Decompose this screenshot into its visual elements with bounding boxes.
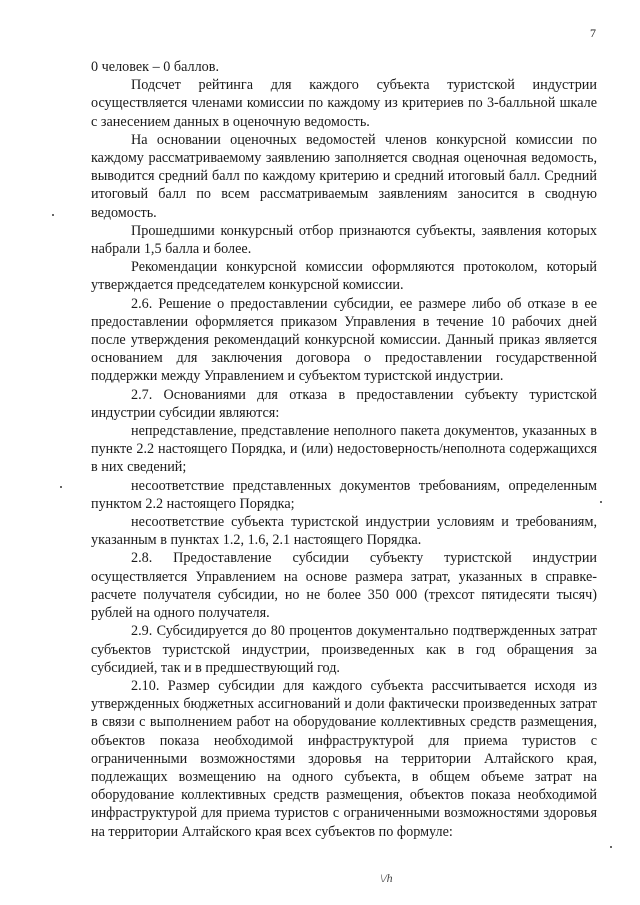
handwritten-mark: \/h: [380, 871, 393, 885]
paragraph-3: Прошедшими конкурсный отбор признаются субъекты, заявления которых набрали 1,5 балла и более.: [91, 222, 597, 258]
paragraph-7: непредставление, представление неполного пакета документов, указанных в пункте 2.2 настоящего Порядка, и (или) недостоверность/неполнота содержащихся в них сведений;: [91, 423, 597, 476]
page-number: 7: [590, 26, 596, 40]
paragraph-5: 2.6. Решение о предоставлении субсидии, ее размере либо об отказе в ее предоставлении оформляется приказом Управления в течение 10 рабочих дней после утверждения рекомендаций конкурсной комиссии. Данный приказ является основанием для заключения договора о предоставлении государственной поддержки между Управлением и субъектом туристской индустрии.: [91, 295, 597, 385]
paragraph-1: Подсчет рейтинга для каждого субъекта туристской индустрии осуществляется членами комиссии по каждому из критериев по 3-балльной шкале с занесением данных в оценочную ведомость.: [91, 77, 597, 130]
scan-speck: [60, 486, 62, 488]
scan-speck: [600, 501, 602, 503]
paragraph-8: несоответствие представленных документов требованиям, определенным пунктом 2.2 настоящего Порядка;: [91, 477, 597, 512]
document-body: [91, 58, 597, 841]
paragraph-12: 2.10. Размер субсидии для каждого субъекта рассчитывается исходя из утвержденных бюджетных ассигнований и доли фактически произведенных затрат в связи с выполнением работ на оборудование коллективных средств размещения, объектов показа необходимой инфраструктурой для приема туристов с ограниченными возможностями здоровья на территории Алтайского края, подлежащих возмещению на одного субъекта, в общем объеме затрат на оборудование коллективных средств размещения, объектов показа необходимой инфраструктурой для приема туристов с ограниченными возможностями здоровья на территории Алтайского края всех субъектов по формуле:: [91, 677, 597, 840]
paragraph-2: На основании оценочных ведомостей членов конкурсной комиссии по каждому рассматриваемому заявлению заполняется сводная оценочная ведомость, выводится средний балл по каждому критерию и средний итоговый балл. Средний итоговый балл по всем рассматриваемым заявлениям заносится в сводную ведомость.: [91, 131, 597, 221]
paragraph-11: 2.9. Субсидируется до 80 процентов документально подтвержденных затрат субъектов туристской индустрии, произведенных как в год обращения за субсидией, так и в предшествующий год.: [91, 623, 597, 676]
paragraph-9: несоответствие субъекта туристской индустрии условиям и требованиям, указанным в пунктах 1.2, 1.6, 2.1 настоящего Порядка.: [91, 514, 597, 549]
scan-speck: [610, 846, 612, 848]
paragraph-6: 2.7. Основаниями для отказа в предоставлении субъекту туристской индустрии субсидии являются:: [91, 386, 597, 421]
scan-speck: [52, 214, 54, 216]
paragraph-0: 0 человек – 0 баллов.: [91, 59, 220, 75]
paragraph-10: 2.8. Предоставление субсидии субъекту туристской индустрии осуществляется Управлением на основе размера затрат, указанных в справке-расчете получателя субсидии, но не более 350 000 (трехсот пятидесяти тысяч) рублей на одного получателя.: [91, 550, 597, 622]
paragraph-4: Рекомендации конкурсной комиссии оформляются протоколом, который утверждается председателем конкурсной комиссии.: [91, 259, 597, 294]
